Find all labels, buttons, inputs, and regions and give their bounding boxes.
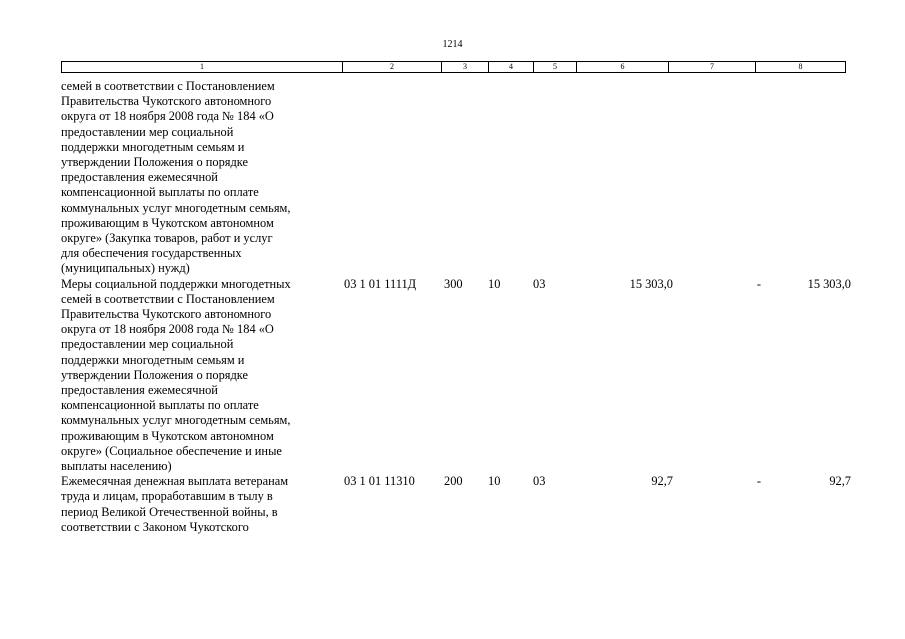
column-header-1: 1 [62, 62, 343, 73]
column-header-6: 6 [577, 62, 669, 73]
description-line: Меры социальной поддержки многодетных [61, 276, 291, 291]
description-line: поддержки многодетным семьям и [61, 352, 245, 367]
column-header-8: 8 [756, 62, 846, 73]
description-line: проживающим в Чукотском автономном [61, 215, 274, 230]
description-line: семей в соответствии с Постановлением [61, 79, 275, 93]
description-line: период Великой Отечественной войны, в [61, 504, 278, 519]
table-row [61, 474, 851, 535]
total-value: 92,7 [829, 474, 851, 489]
description-line: округа от 18 ноября 2008 года № 184 «О [61, 322, 274, 337]
description-line: для обеспечения государственных [61, 246, 242, 261]
row-description [61, 474, 351, 535]
column-header-4: 4 [489, 62, 534, 73]
description-line: труда и лицам, проработавшим в тылу в [61, 489, 273, 504]
expense-type-code: 200 [444, 474, 463, 489]
column-header-7: 7 [669, 62, 756, 73]
description-line: (муниципальных) нужд) [61, 261, 190, 276]
description-line: компенсационной выплаты по оплате [61, 398, 259, 413]
section-code: 10 [488, 276, 501, 291]
description-line: соответствии с Законом Чукотского [61, 519, 249, 534]
description-line: округа от 18 ноября 2008 года № 184 «О [61, 109, 274, 124]
description-line: предоставления ежемесячной [61, 170, 218, 185]
subsection-code: 03 [533, 474, 546, 489]
column-header-row [62, 62, 846, 73]
row-description [61, 277, 351, 475]
description-line: округе» (Социальное обеспечение и иные [61, 443, 282, 458]
description-line: предоставлении мер социальной [61, 124, 234, 139]
description-line: Ежемесячная денежная выплата ветеранам [61, 474, 289, 489]
table-row [61, 277, 851, 475]
description-line: семей в соответствии с Постановлением [61, 291, 275, 306]
description-line: утверждении Положения о порядке [61, 367, 248, 382]
amount-value: 92,7 [651, 474, 673, 489]
budget-code: 03 1 01 11310 [344, 474, 415, 489]
table-row [61, 79, 851, 277]
column-header-3: 3 [442, 62, 489, 73]
page-number: 1214 [442, 39, 463, 50]
description-line: проживающим в Чукотском автономном [61, 428, 274, 443]
description-line: коммунальных услуг многодетным семьям, [61, 200, 291, 215]
row-description [61, 79, 351, 277]
budget-code: 03 1 01 1111Д [344, 276, 417, 291]
description-line: поддержки многодетным семьям и [61, 139, 245, 154]
description-line: округе» (Закупка товаров, работ и услуг [61, 231, 273, 246]
description-line: предоставлении мер социальной [61, 337, 234, 352]
description-line: предоставления ежемесячной [61, 383, 218, 398]
column-header-5: 5 [534, 62, 577, 73]
description-line: утверждении Положения о порядке [61, 155, 248, 170]
description-line: Правительства Чукотского автономного [61, 94, 272, 109]
change-value: - [756, 276, 761, 291]
description-line: выплаты населению) [61, 459, 172, 474]
amount-value: 15 303,0 [629, 276, 673, 291]
description-line: коммунальных услуг многодетным семьям, [61, 413, 291, 428]
column-header-table [61, 61, 846, 73]
column-header-2: 2 [343, 62, 442, 73]
change-value: - [756, 474, 761, 489]
description-line: компенсационной выплаты по оплате [61, 185, 259, 200]
table-body [61, 79, 851, 535]
subsection-code: 03 [533, 276, 546, 291]
section-code: 10 [488, 474, 501, 489]
description-line: Правительства Чукотского автономного [61, 307, 272, 322]
expense-type-code: 300 [444, 276, 463, 291]
total-value: 15 303,0 [807, 276, 851, 291]
